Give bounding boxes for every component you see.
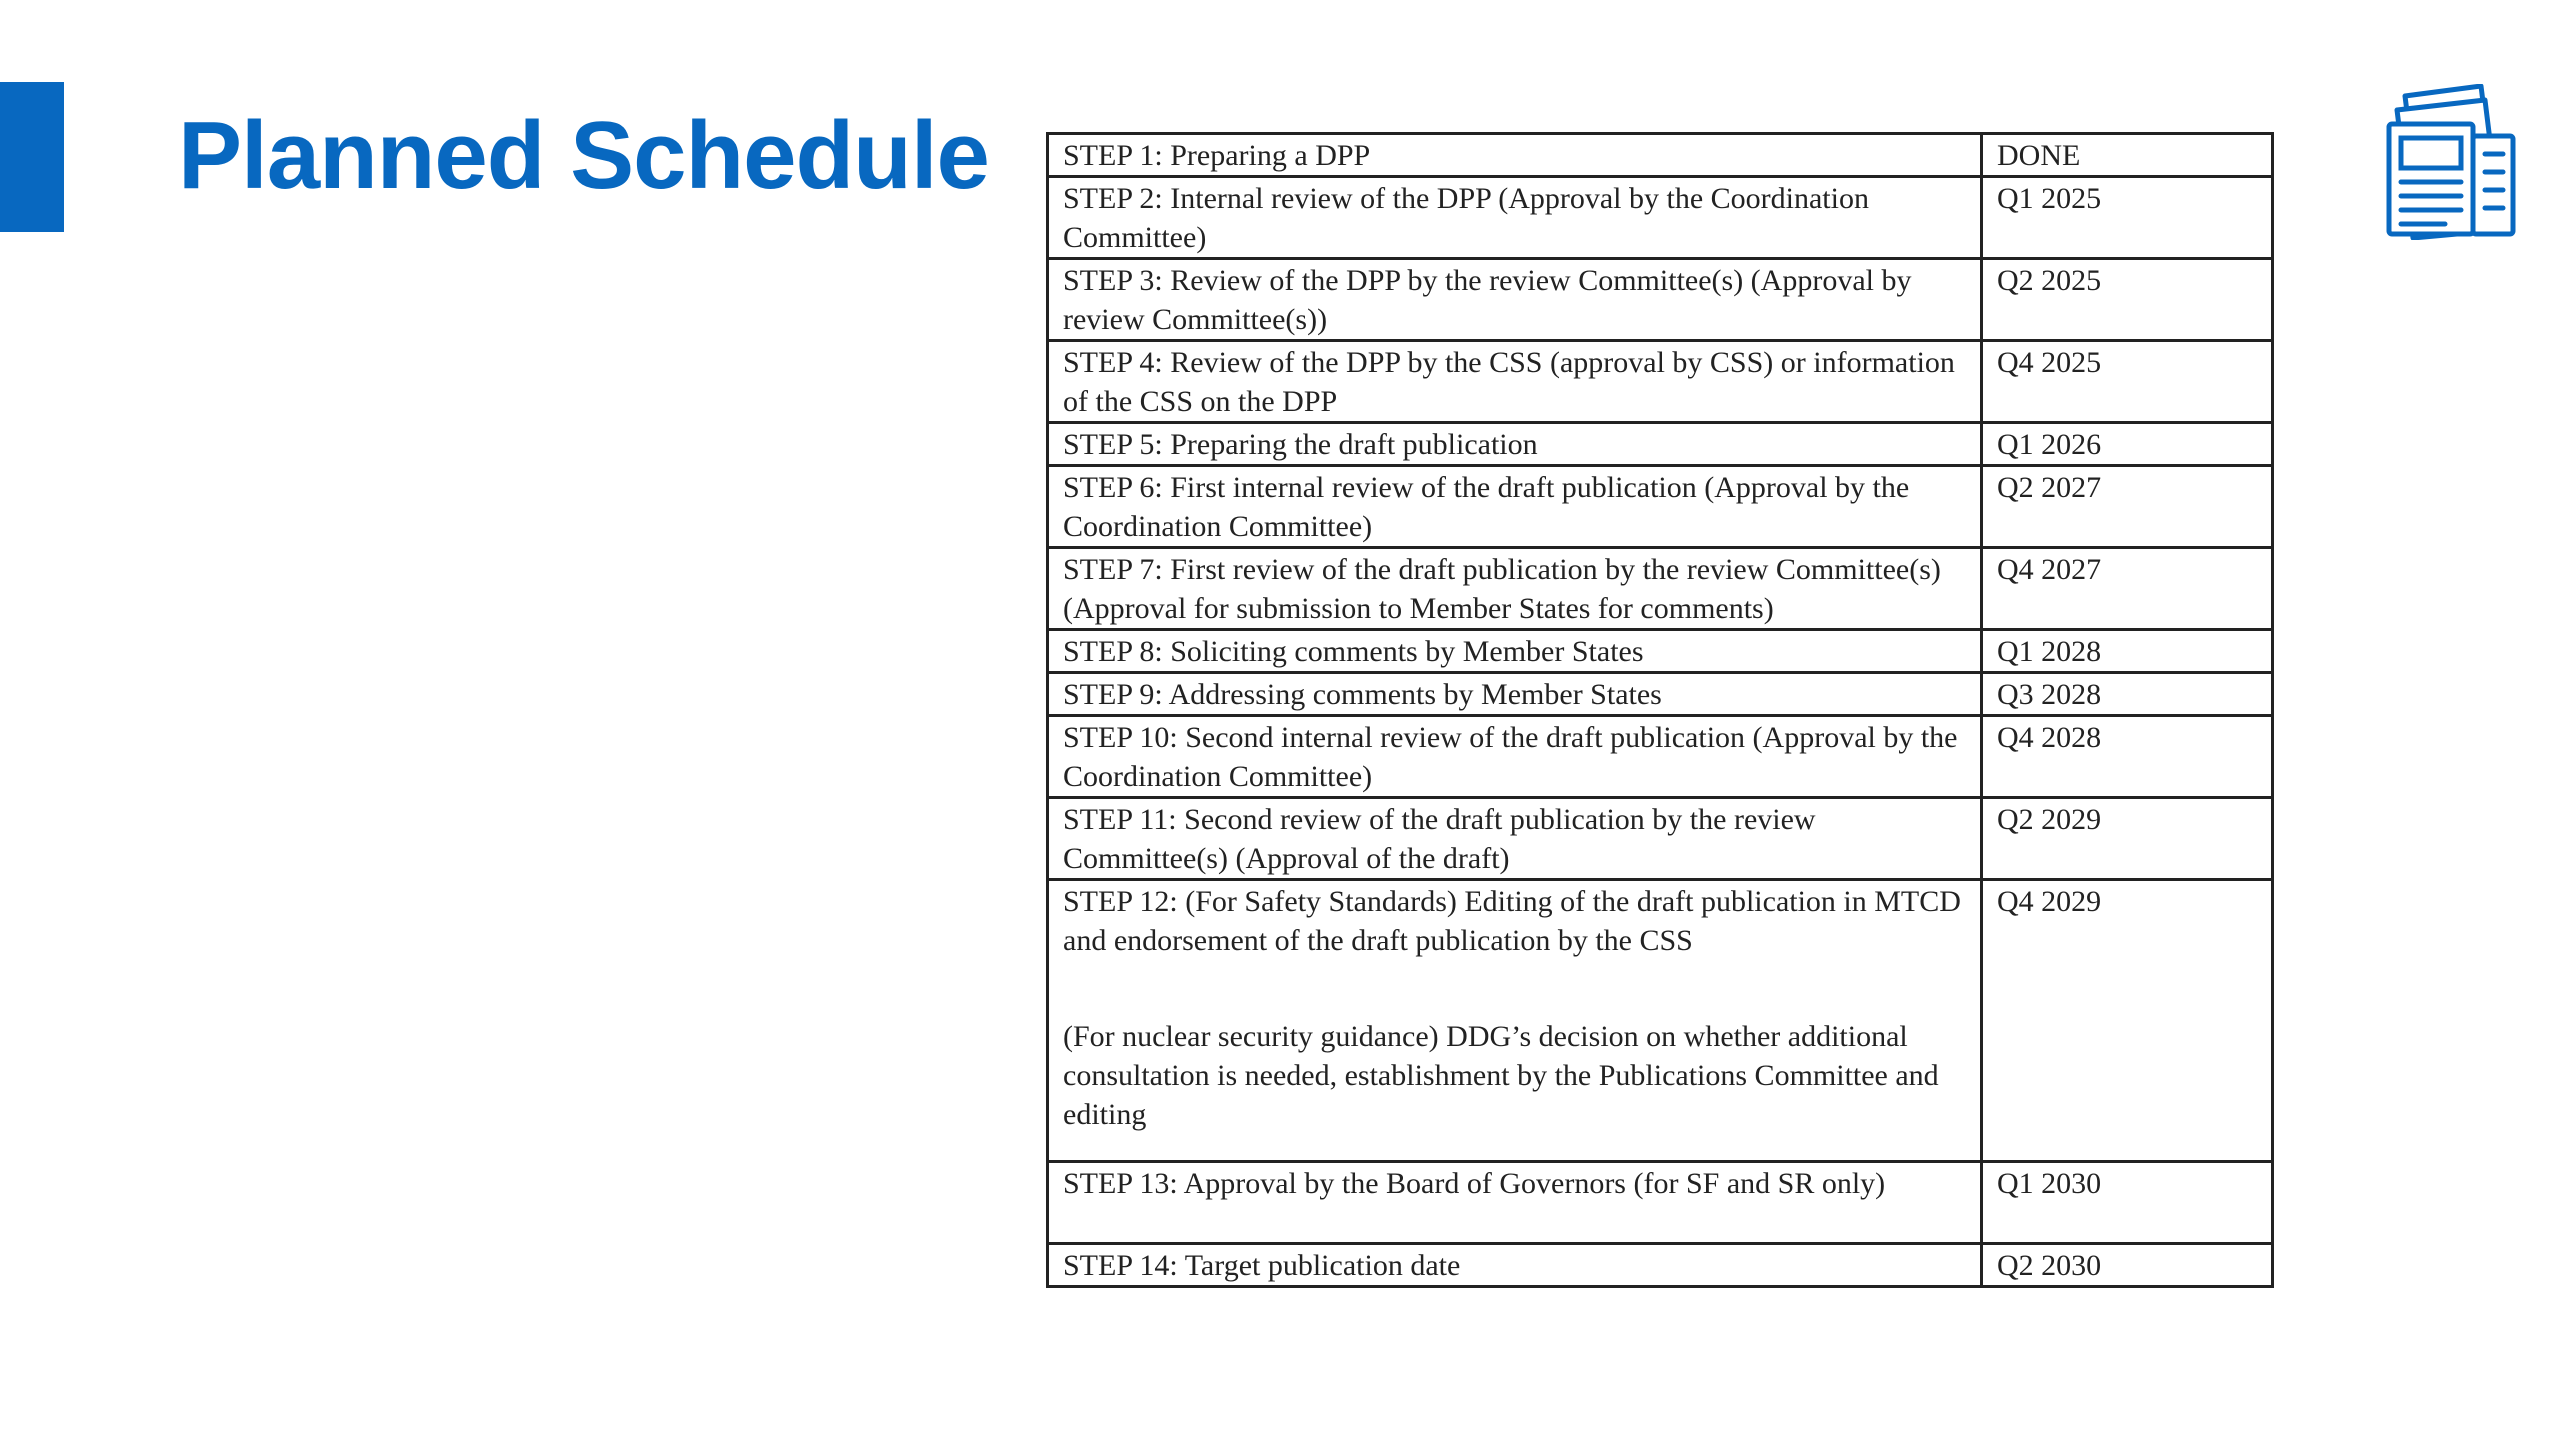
table-row <box>1048 630 2273 673</box>
date-cell: Q2 2027 <box>1982 466 2273 548</box>
step-cell <box>1048 716 1982 798</box>
step-cell <box>1048 673 1982 716</box>
step-cell <box>1048 798 1982 880</box>
step-cell <box>1048 880 1982 1162</box>
table-row <box>1048 423 2273 466</box>
page-title: Planned Schedule <box>178 102 989 209</box>
date-cell: Q4 2027 <box>1982 548 2273 630</box>
table-row <box>1048 466 2273 548</box>
date-cell: Q4 2025 <box>1982 341 2273 423</box>
date-cell: Q4 2029 <box>1982 880 2273 1162</box>
step-label: STEP 2: Internal review of the DPP (Approval by the Coordination Committee) <box>1063 182 1869 254</box>
step-label: STEP 6: First internal review of the draft publication (Approval by the Coordination Committee) <box>1063 471 1910 543</box>
step-label: STEP 10: Second internal review of the draft publication (Approval by the Coordination Committee) <box>1063 721 1958 793</box>
step-cell <box>1048 134 1982 177</box>
date-cell: Q2 2030 <box>1982 1244 2273 1287</box>
step-label: STEP 12: (For Safety Standards) Editing of the draft publication in MTCD and endorsement of the draft publication by the CSS <box>1063 885 1961 957</box>
table-row <box>1048 341 2273 423</box>
table-row <box>1048 177 2273 259</box>
step-cell <box>1048 341 1982 423</box>
step-cell <box>1048 466 1982 548</box>
table-row <box>1048 716 2273 798</box>
date-cell: Q3 2028 <box>1982 673 2273 716</box>
table-row <box>1048 548 2273 630</box>
step-cell <box>1048 548 1982 630</box>
table-row <box>1048 673 2273 716</box>
accent-bar <box>0 82 64 232</box>
date-cell: DONE <box>1982 134 2273 177</box>
step-label: STEP 9: Addressing comments by Member States <box>1063 678 1662 711</box>
step-label: STEP 4: Review of the DPP by the CSS (approval by CSS) or information of the CSS on the DPP <box>1063 346 1955 418</box>
table-row <box>1048 259 2273 341</box>
date-cell: Q1 2025 <box>1982 177 2273 259</box>
step-label: STEP 3: Review of the DPP by the review Committee(s) (Approval by review Committee(s)) <box>1063 264 1912 336</box>
step-label: STEP 13: Approval by the Board of Governors (for SF and SR only) <box>1063 1167 1886 1200</box>
step-cell <box>1048 1244 1982 1287</box>
newspaper-icon <box>2385 84 2521 240</box>
table-row <box>1048 134 2273 177</box>
step-label: STEP 11: Second review of the draft publication by the review Committee(s) (Approval of the draft) <box>1063 803 1816 875</box>
date-cell: Q4 2028 <box>1982 716 2273 798</box>
step-label: STEP 7: First review of the draft publication by the review Committee(s) (Approval for submission to Member States for comments) <box>1063 553 1941 625</box>
date-cell: Q1 2030 <box>1982 1162 2273 1244</box>
date-cell: Q1 2028 <box>1982 630 2273 673</box>
step-label: STEP 5: Preparing the draft publication <box>1063 428 1538 461</box>
step-cell <box>1048 630 1982 673</box>
step-label: STEP 1: Preparing a DPP <box>1063 139 1371 172</box>
step-note: (For nuclear security guidance) DDG’s decision on whether additional consultation is needed, establishment by the Publications Committee and editing <box>1063 1020 1939 1131</box>
step-label: STEP 8: Soliciting comments by Member States <box>1063 635 1644 668</box>
date-cell: Q2 2029 <box>1982 798 2273 880</box>
table-row <box>1048 798 2273 880</box>
date-cell: Q2 2025 <box>1982 259 2273 341</box>
step-cell <box>1048 177 1982 259</box>
table-row <box>1048 1244 2273 1287</box>
step-label: STEP 14: Target publication date <box>1063 1249 1461 1282</box>
step-cell <box>1048 259 1982 341</box>
schedule-table <box>1046 132 2274 1288</box>
table-row <box>1048 880 2273 1162</box>
step-cell <box>1048 423 1982 466</box>
step-cell <box>1048 1162 1982 1244</box>
date-cell: Q1 2026 <box>1982 423 2273 466</box>
table-row <box>1048 1162 2273 1244</box>
